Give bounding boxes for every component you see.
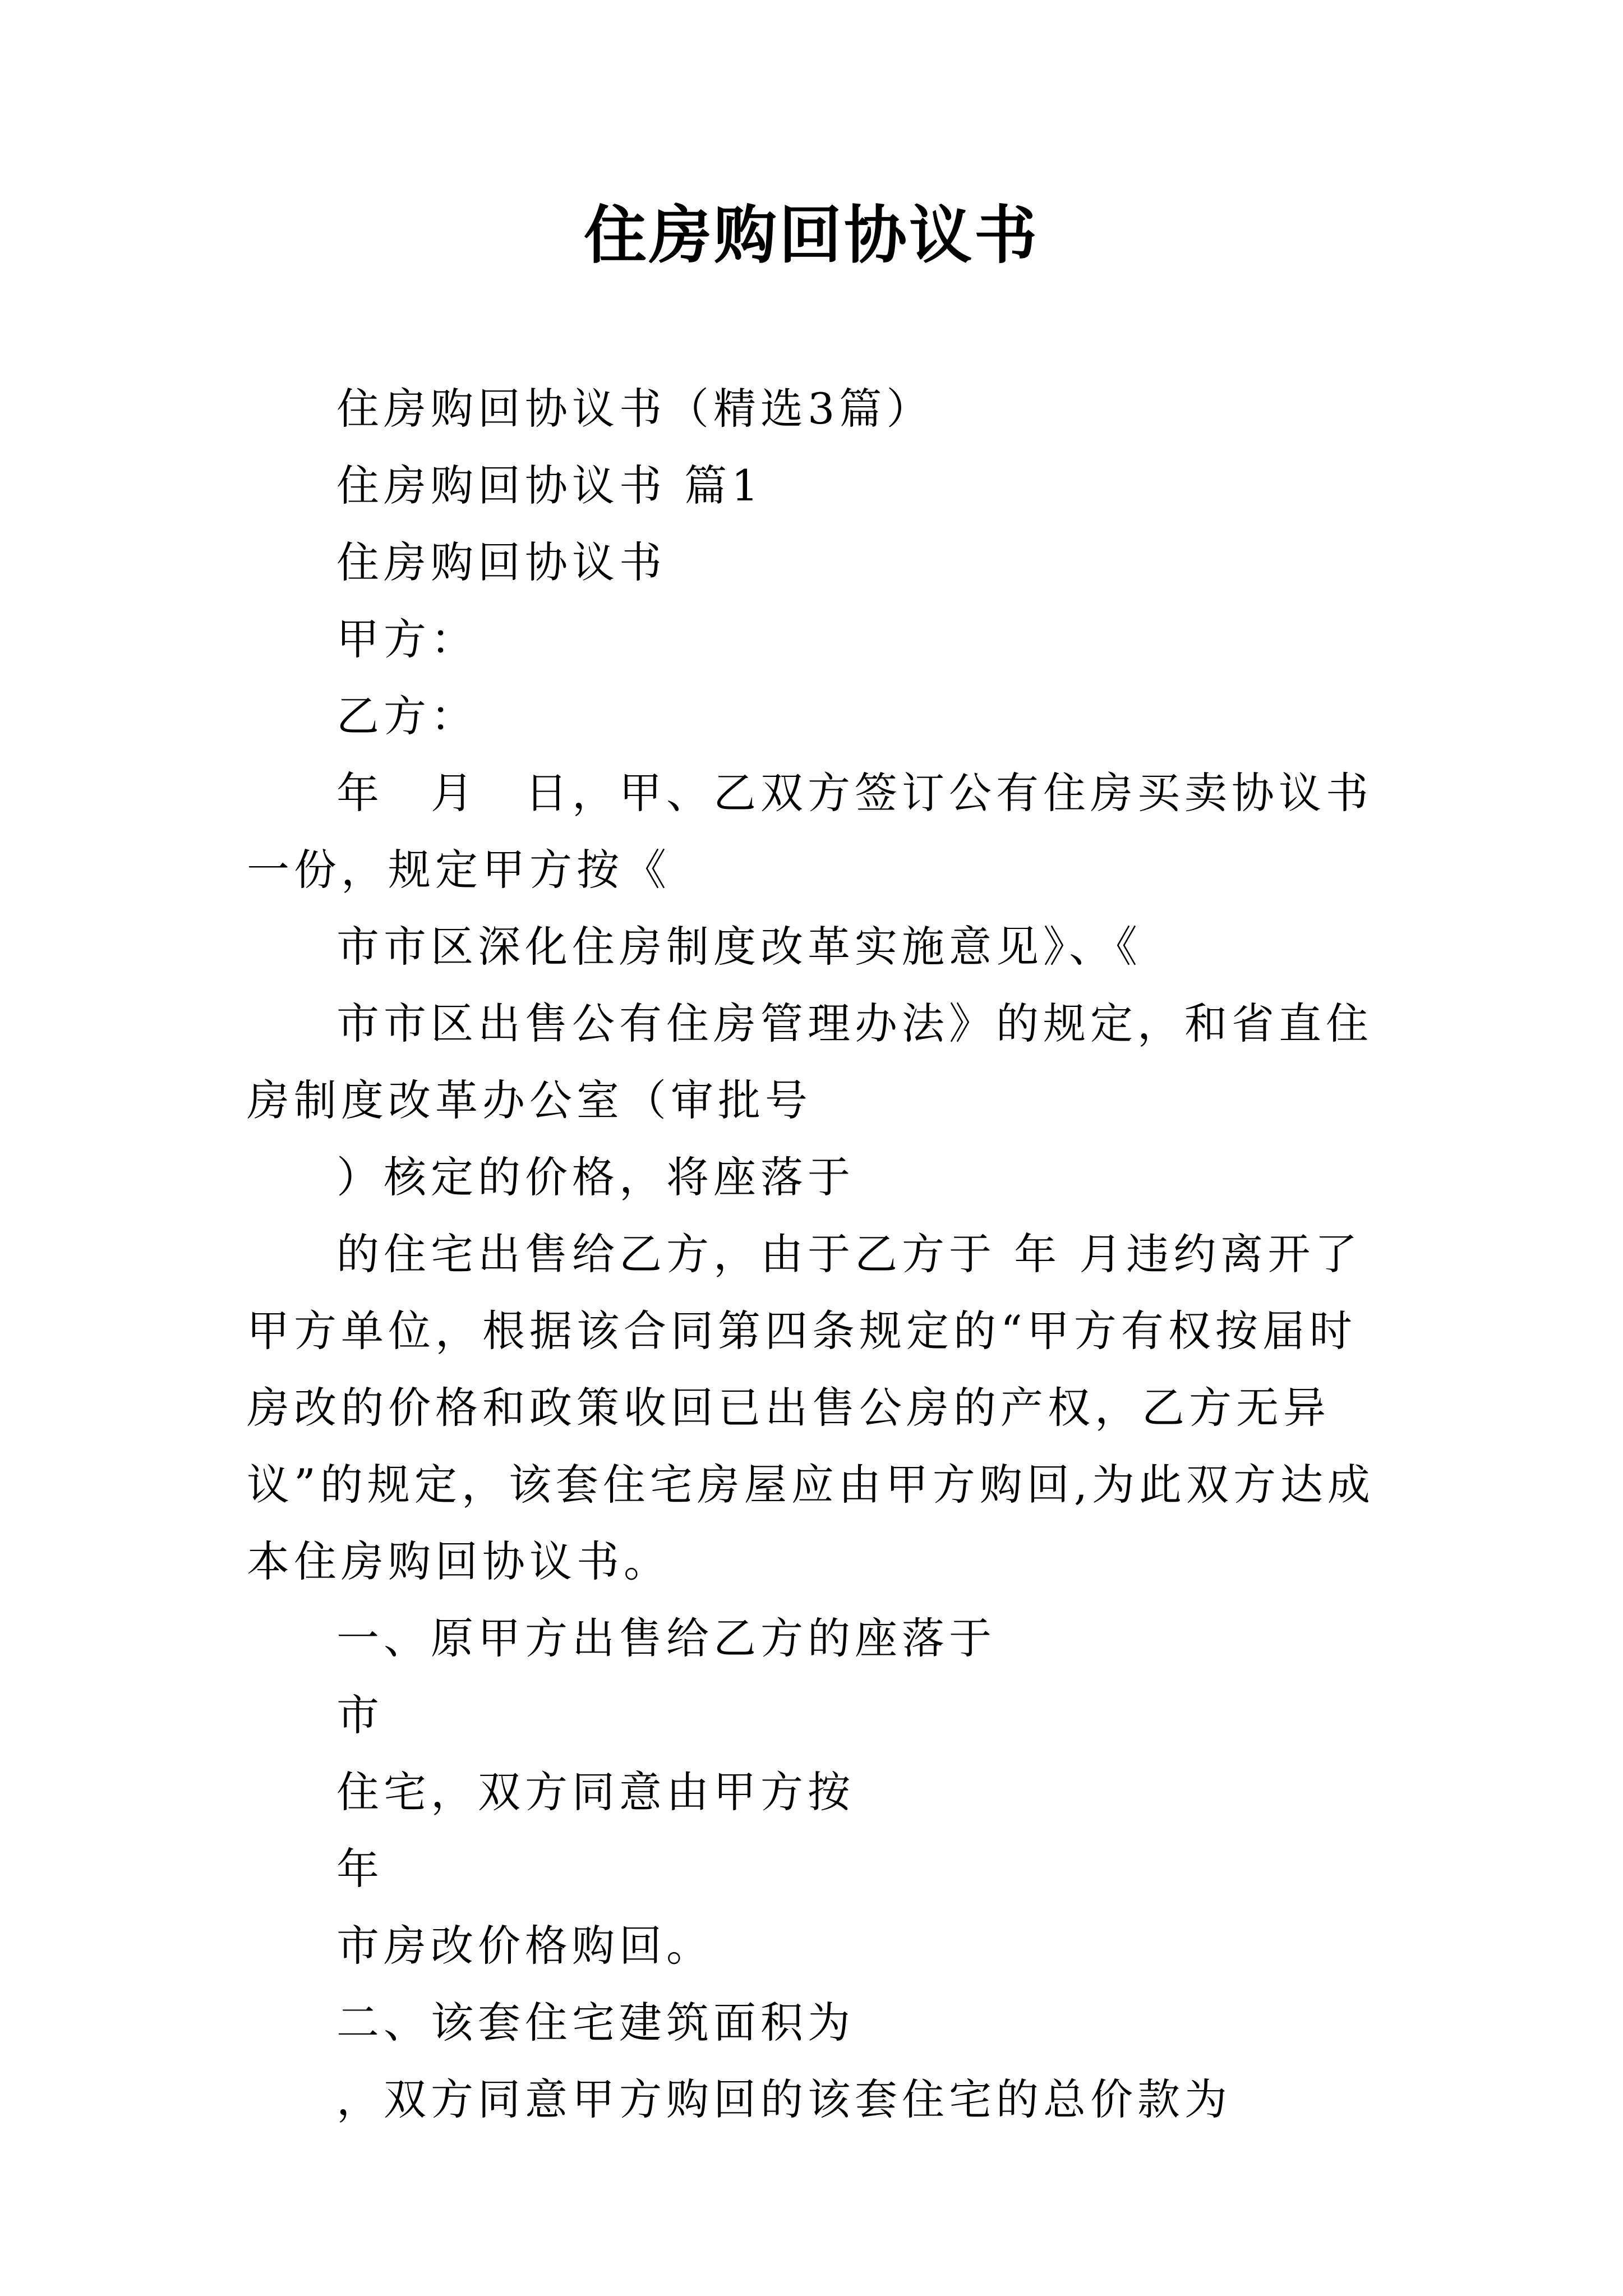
paragraph: 年 月 日，甲、乙双方签订公有住房买卖协议书一份，规定甲方按《 <box>247 768 1373 895</box>
paragraph: 市市区深化住房制度改革实施意见》、《 <box>336 922 1142 972</box>
paragraph: 乙方： <box>336 691 478 741</box>
document-title: 住房购回协议书 <box>584 199 1039 272</box>
paragraph: 一、原甲方出售给乙方的座落于 <box>336 1613 996 1663</box>
paragraph: 住宅，双方同意由甲方按 <box>336 1767 855 1817</box>
paragraph: 年 <box>336 1844 384 1894</box>
paragraph: 住房购回协议书 <box>336 537 666 587</box>
paragraph: 二、该套住宅建筑面积为 <box>336 1998 855 2047</box>
paragraph: 市市区出售公有住房管理办法》的规定，和省直住房制度改革办公室（审批号 <box>247 999 1373 1125</box>
paragraph: 的住宅出售给乙方，由于乙方于 年 月违约离开了甲方单位，根据该合同第四条规定的“甲方有权按届时房改的价格和政策收回已出售公房的产权，乙方无异议”的规定，该套住宅房屋应由甲方购回,为此双方达成本住房购回协议书。 <box>247 1229 1375 1586</box>
paragraph: 市 <box>336 1690 384 1740</box>
paragraph: ，双方同意甲方购回的该套住宅的总价款为 <box>336 2074 1232 2124</box>
paragraph: 市房改价格购回。 <box>336 1921 713 1971</box>
paragraph: 住房购回协议书（精选3篇） <box>336 384 934 434</box>
paragraph: 甲方： <box>336 614 478 664</box>
paragraph: 住房购回协议书 篇1 <box>336 461 763 510</box>
document-body <box>247 370 1387 2138</box>
paragraph: ）核定的价格，将座落于 <box>336 1152 855 1202</box>
